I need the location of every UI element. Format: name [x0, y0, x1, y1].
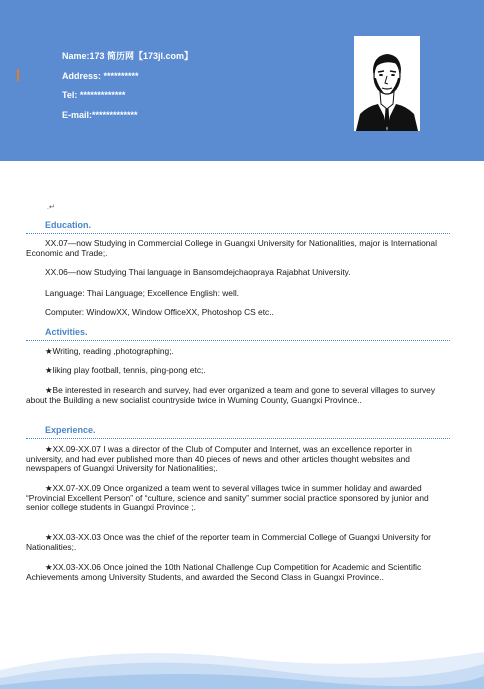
activity-item: ★liking play football, tennis, ping-pong etc;. [45, 365, 206, 375]
name-line: Name:173 简历网【173jl.com】 [62, 51, 194, 61]
portrait-silhouette-icon [354, 36, 420, 131]
education-item: Language: Thai Language; Excellence English: well. [45, 288, 240, 298]
experience-item: ★XX.07-XX.09 Once organized a team went to several villages twice in summer holiday and awarded “Provincial Excellent Person” of “culture, science and sanity” summer social practice sponsored by junior and senior college students in Guangxi Province ;. [26, 483, 429, 513]
education-item: XX.07—now Studying in Commercial College in Guangxi University for Nationalities, major is International Economic and Trade;. [26, 238, 437, 258]
experience-item: ★XX.03-XX.03 Once was the chief of the reporter team in Commercial College of Guangxi University for Nationalities;. [26, 532, 431, 552]
education-item: XX.06—now Studying Thai language in Bansomdejchaopraya Rajabhat University. [45, 267, 351, 277]
experience-item: ★XX.09-XX.07 I was a director of the Club of Computer and Internet, was an excellence reporter in university, and had ever published more than 40 pieces of news and other articles thought websites and newspapers of Guangxi University for Nationalities;. [26, 444, 412, 474]
section-title-education: Education. [45, 220, 92, 230]
text-cursor-marker [17, 69, 19, 81]
section-divider [26, 438, 450, 439]
email-line: E-mail:************* [62, 110, 138, 120]
tel-line: Tel: ************* [62, 90, 126, 100]
section-divider [26, 233, 450, 234]
decorative-waves [0, 630, 484, 689]
activity-item: ★Be interested in research and survey, had ever organized a team and gone to several villages to survey about the Building a new socialist countryside twice in Wuming County, Guangxi Province.. [26, 385, 436, 405]
experience-item: ★XX.03-XX.06 Once joined the 10th National Challenge Cup Competition for Academic and Scientific Achievements among University Students, and awarded the Second Class in Guangxi Province.. [26, 562, 422, 582]
section-title-experience: Experience. [45, 425, 96, 435]
address-line: Address: ********** [62, 71, 139, 81]
education-item: Computer: WindowXX, Window OfficeXX, Photoshop CS etc.. [45, 307, 274, 317]
activity-item: ★Writing, reading ,photographing;. [45, 346, 174, 356]
paragraph-mark: .↵ [47, 204, 55, 211]
header-banner [0, 0, 484, 161]
section-title-activities: Activities. [45, 327, 88, 337]
profile-photo [354, 36, 420, 131]
section-divider [26, 340, 450, 341]
